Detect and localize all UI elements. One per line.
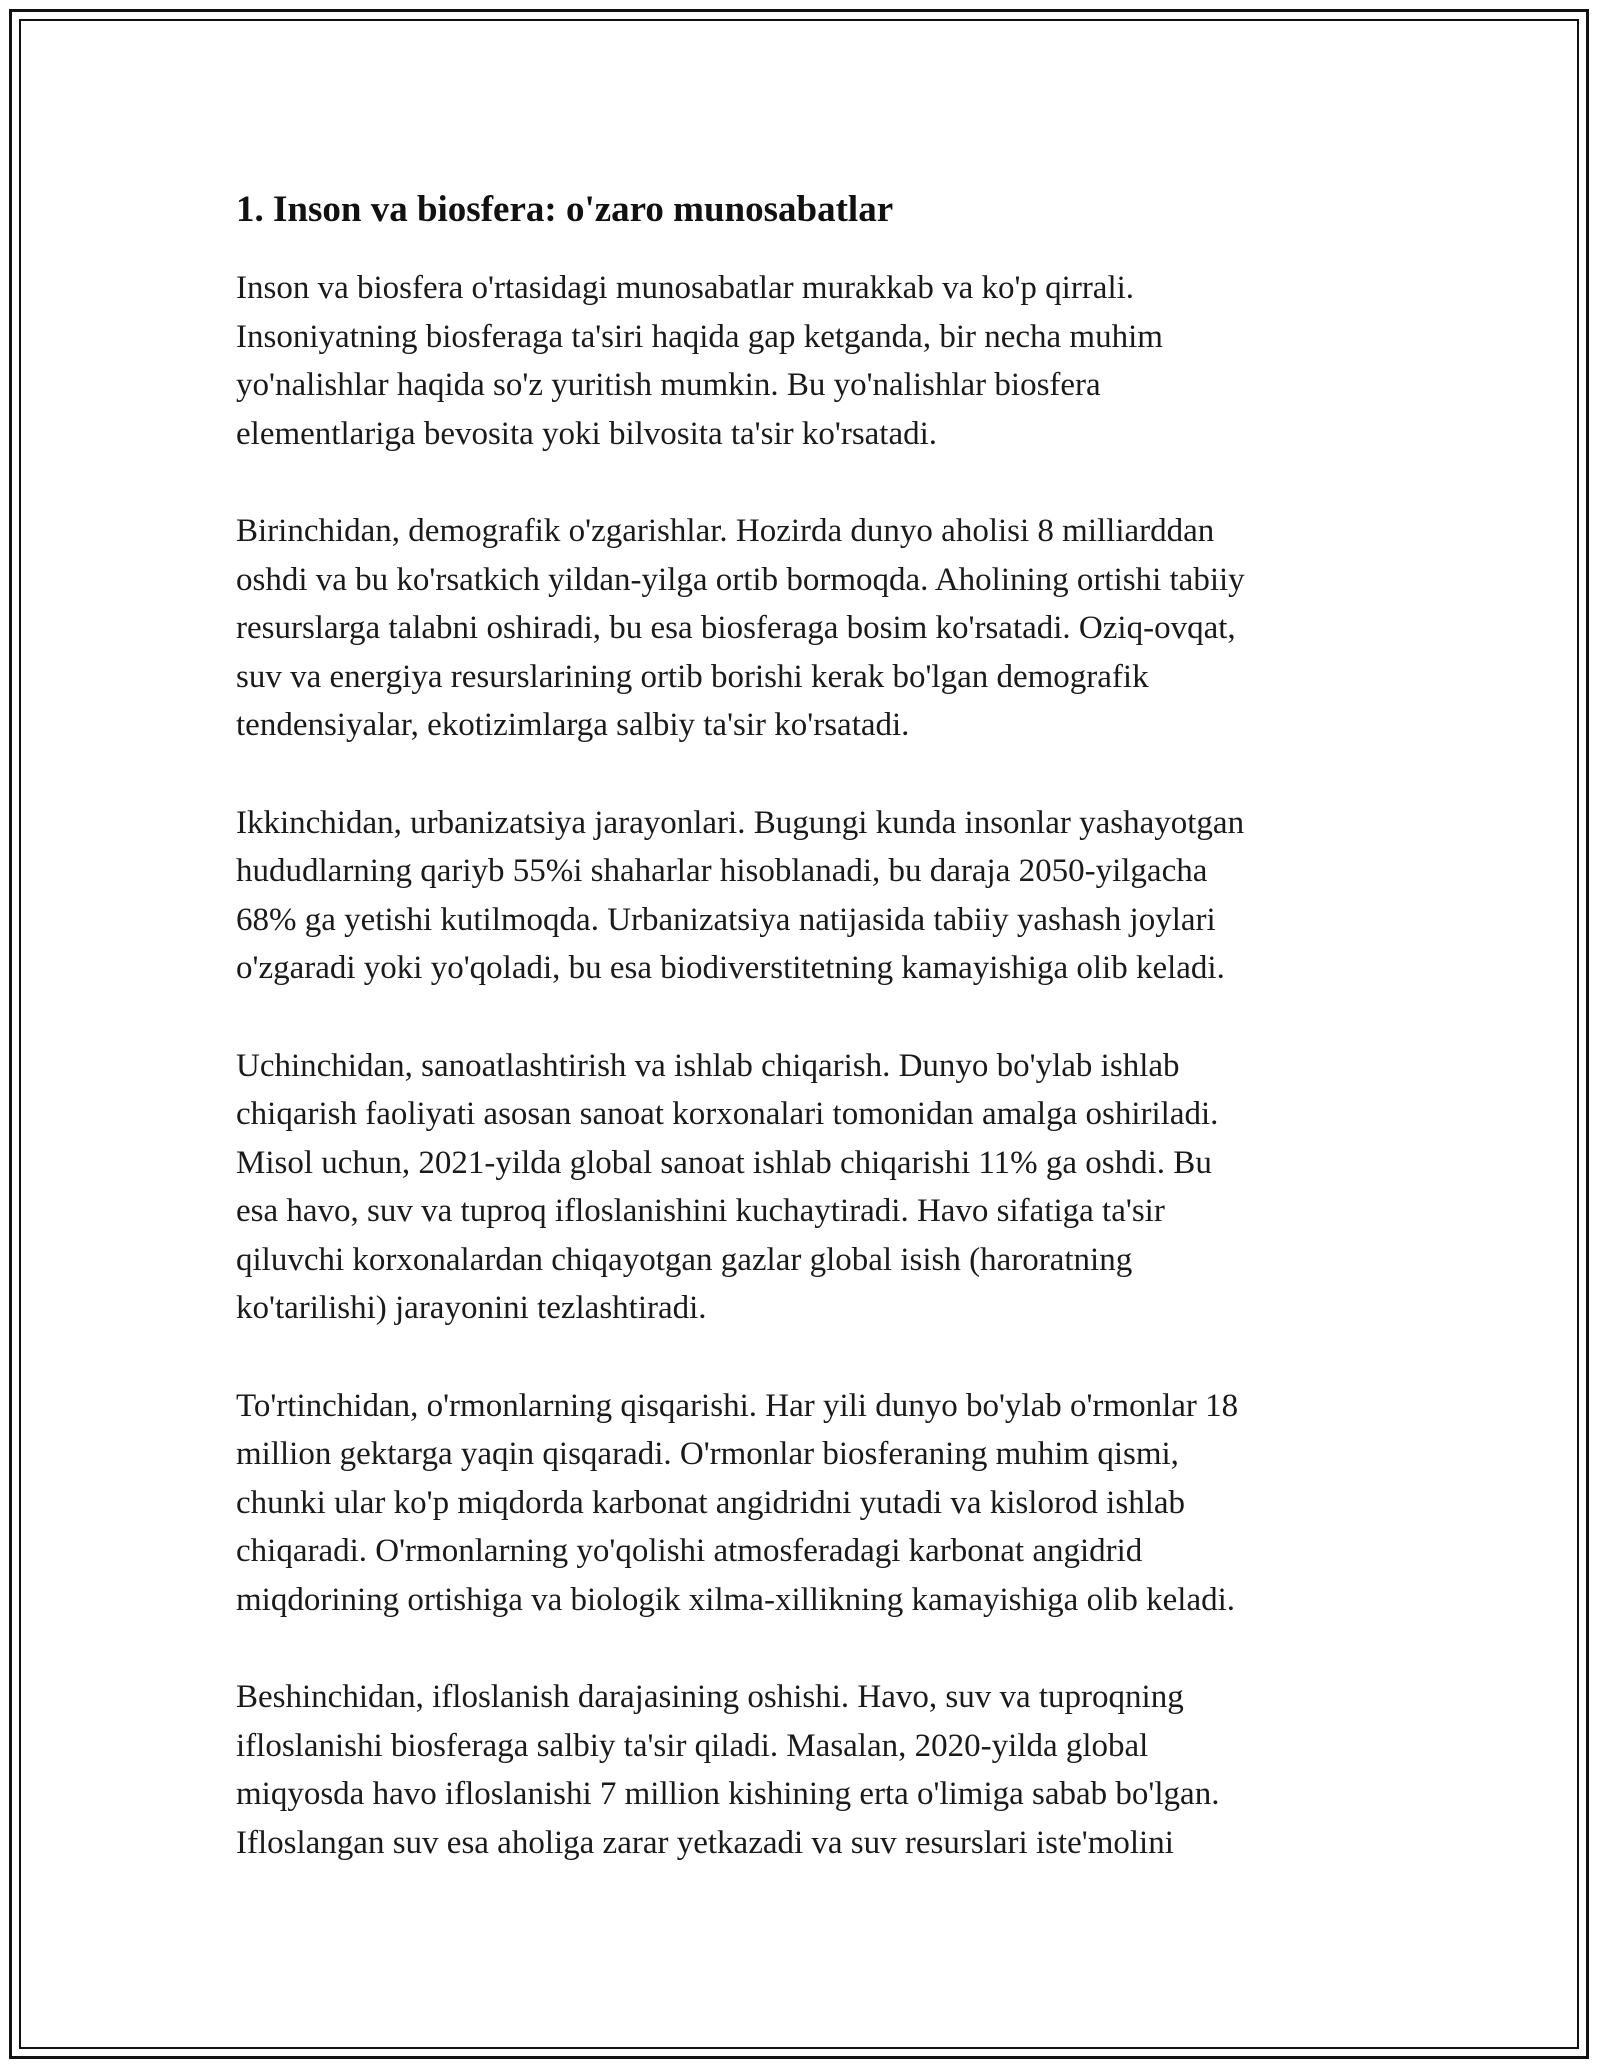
text-line: o'zgaradi yoki yo'qoladi, bu esa biodiverstitetning kamayishiga olib keladi. (236, 950, 1225, 986)
text-line: yo'nalishlar haqida so'z yuritish mumkin. Bu yo'nalishlar biosfera (236, 367, 1101, 403)
paragraph-pollution (236, 1673, 1376, 1867)
section-heading: 1. Inson va biosfera: o'zaro munosabatlar (236, 189, 894, 230)
text-line: Ikkinchidan, urbanizatsiya jarayonlari. Bugungi kunda insonlar yashayotgan (236, 804, 1245, 841)
text-line: chiqaradi. O'rmonlarning yo'qolishi atmosferadagi karbonat angidrid (236, 1533, 1143, 1569)
text-line: Inson va biosfera o'rtasidagi munosabatlar murakkab va ko'p qirrali. (236, 270, 1135, 306)
text-line: tendensiyalar, ekotizimlarga salbiy ta'sir ko'rsatadi. (236, 707, 910, 743)
text-line: 68% ga yetishi kutilmoqda. Urbanizatsiya natijasida tabiiy yashash joylari (236, 901, 1216, 938)
text-line: To'rtinchidan, o'rmonlarning qisqarishi. Har yili dunyo bo'ylab o'rmonlar 18 (236, 1387, 1239, 1424)
document-body (236, 186, 1376, 1916)
text-line: miqdorining ortishiga va biologik xilma-xillikning kamayishiga olib keladi. (236, 1581, 1236, 1618)
paragraph-urbanization (236, 799, 1376, 993)
text-line: Insoniyatning biosferaga ta'siri haqida gap ketganda, bir necha muhim (236, 318, 1163, 355)
text-line: suv va energiya resurslarining ortib borishi kerak bo'lgan demografik (236, 658, 1149, 695)
text-line: Beshinchidan, ifloslanish darajasining oshishi. Havo, suv va tuproqning (236, 1679, 1184, 1715)
paragraph-industrialization (236, 1042, 1376, 1333)
text-line: Uchinchidan, sanoatlashtirish va ishlab chiqarish. Dunyo bo'ylab ishlab (236, 1047, 1180, 1084)
paragraph-deforestation (236, 1382, 1376, 1625)
text-line: Ifloslangan suv esa aholiga zarar yetkazadi va suv resurslari iste'molini (236, 1824, 1174, 1861)
text-line: million gektarga yaqin qisqaradi. O'rmonlar biosferaning muhim qismi, (236, 1436, 1179, 1472)
paragraph-intro (236, 264, 1376, 458)
text-line: esa havo, suv va tuproq ifloslanishini kuchaytiradi. Havo sifatiga ta'sir (236, 1193, 1165, 1229)
text-line: chunki ular ko'p miqdorda karbonat angidridni yutadi va kislorod ishlab (236, 1484, 1186, 1521)
text-line: ko'tarilishi) jarayonini tezlashtiradi. (236, 1290, 707, 1326)
text-line: elementlariga bevosita yoki bilvosita ta'sir ko'rsatadi. (236, 415, 938, 452)
text-line: resurslarga talabni oshiradi, bu esa biosferaga bosim ko'rsatadi. Oziq-ovqat, (236, 610, 1236, 646)
paragraph-demography (236, 507, 1376, 750)
text-line: qiluvchi korxonalardan chiqayotgan gazlar global isish (haroratning (236, 1241, 1133, 1278)
text-line: Birinchidan, demografik o'zgarishlar. Hozirda dunyo aholisi 8 milliarddan (236, 513, 1215, 549)
text-line: miqyosda havo ifloslanishi 7 million kishining erta o'limiga sabab bo'lgan. (236, 1776, 1220, 1812)
text-line: hududlarning qariyb 55%i shaharlar hisoblanadi, bu daraja 2050-yilgacha (236, 853, 1208, 889)
text-line: ifloslanishi biosferaga salbiy ta'sir qiladi. Masalan, 2020-yilda global (236, 1727, 1149, 1764)
text-line: oshdi va bu ko'rsatkich yildan-yilga ortib bormoqda. Aholining ortishi tabiiy (236, 561, 1245, 598)
text-line: chiqarish faoliyati asosan sanoat korxonalari tomonidan amalga oshiriladi. (236, 1096, 1219, 1132)
text-line: Misol uchun, 2021-yilda global sanoat ishlab chiqarishi 11% ga oshdi. Bu (236, 1144, 1212, 1181)
